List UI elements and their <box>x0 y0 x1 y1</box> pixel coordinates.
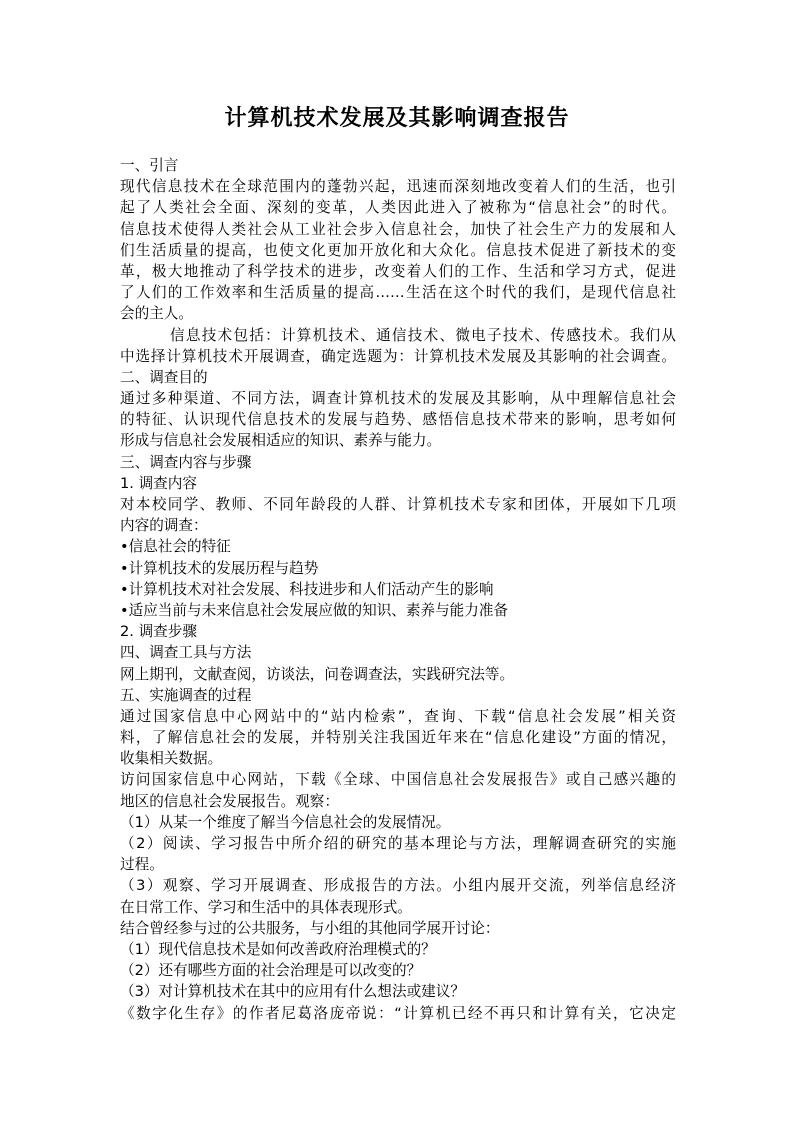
paragraph-line: 信息技术使得人类社会从工业社会步入信息社会，加快了社会生产力的发展和人 <box>120 220 676 238</box>
paragraph-line: 起了人类社会全面、深刻的变革，人类因此进入了被称为“信息社会”的时代。 <box>120 199 676 217</box>
paragraph-line: 过程。 <box>120 856 164 874</box>
paragraph-line: 形成与信息社会发展相适应的知识、素养与能力。 <box>120 432 442 450</box>
paragraph-line: 中选择计算机技术开展调查，确定选题为：计算机技术发展及其影响的社会调查。 <box>120 347 676 365</box>
subsection-heading: 1. 调查内容 <box>120 474 197 492</box>
subsection-heading: 2. 调查步骤 <box>120 623 197 641</box>
section-heading: 五、实施调查的过程 <box>120 686 252 704</box>
paragraph-line: 通过多种渠道、不同方法，调查计算机技术的发展及其影响，从中理解信息社会 <box>120 390 676 408</box>
paragraph-line: 网上期刊，文献查阅，访谈法，问卷调查法，实践研究法等。 <box>120 665 515 683</box>
paragraph-line: （2）还有哪些方面的社会治理是可以改变的？ <box>120 962 422 980</box>
paragraph-line: 现代信息技术在全球范围内的蓬勃兴起，迅速而深刻地改变着人们的生活，也引 <box>120 178 676 196</box>
document-body <box>120 155 676 1024</box>
section-heading: 三、调查内容与步骤 <box>120 453 252 471</box>
paragraph-line: 革，极大地推动了科学技术的进步，改变着人们的工作、生活和学习方式，促进 <box>120 262 676 280</box>
section-heading: 一、引言 <box>120 157 179 174</box>
paragraph-line: 们生活质量的提高，也使文化更加开放化和大众化。信息技术促进了新技术的变 <box>120 241 676 259</box>
paragraph-line: （3）观察、学习开展调查、形成报告的方法。小组内展开交流，列举信息经济 <box>120 877 676 895</box>
bullet-item: •计算机技术对社会发展、科技进步和人们活动产生的影响 <box>120 580 494 598</box>
paragraph-line: 地区的信息社会发展报告。观察： <box>120 792 339 810</box>
paragraph-line: 料，了解信息社会的发展，并特别关注我国近年来在“信息化建设”方面的情况， <box>120 729 676 747</box>
section-heading: 四、调查工具与方法 <box>120 644 252 662</box>
paragraph-line: 内容的调查： <box>120 517 208 535</box>
paragraph-line: （2）阅读、学习报告中所介绍的研究的基本理论与方法，理解调查研究的实施 <box>120 835 676 852</box>
paragraph-line: 访问国家信息中心网站，下载《全球、中国信息社会发展报告》或自己感兴趣的 <box>120 771 676 789</box>
paragraph-line: （3）对计算机技术在其中的应用有什么想法或建议？ <box>120 983 465 1001</box>
paragraph-line: 结合曾经参与过的公共服务，与小组的其他同学展开讨论： <box>120 919 500 937</box>
bullet-item: •适应当前与未来信息社会发展应做的知识、素养与能力准备 <box>120 601 509 619</box>
paragraph-line: （1）现代信息技术是如何改善政府治理模式的？ <box>120 940 436 958</box>
paragraph-line: 通过国家信息中心网站中的“站内检索”，查询、下载“信息社会发展”相关资 <box>120 707 676 725</box>
paragraph-line: 对本校同学、教师、不同年龄段的人群、计算机技术专家和团体，开展如下几项 <box>120 496 676 513</box>
section-heading: 二、调查目的 <box>120 368 208 386</box>
paragraph-line: 《数字化生存》的作者尼葛洛庞帝说：“计算机已经不再只和计算有关，它决定 <box>120 1004 676 1022</box>
bullet-item: •信息社会的特征 <box>120 538 231 556</box>
paragraph-line: 在日常工作、学习和生活中的具体表现形式。 <box>120 898 412 916</box>
paragraph-line: 信息技术包括：计算机技术、通信技术、微电子技术、传感技术。我们从 <box>170 326 676 344</box>
paragraph-line: 会的主人。 <box>120 305 193 323</box>
bullet-item: •计算机技术的发展历程与趋势 <box>120 559 319 577</box>
paragraph-line: 了人们的工作效率和生活质量的提高……生活在这个时代的我们，是现代信息社 <box>120 284 676 302</box>
paragraph-line: 的特征、认识现代信息技术的发展与趋势、感悟信息技术带来的影响，思考如何 <box>120 411 676 429</box>
paragraph-line: 收集相关数据。 <box>120 750 223 768</box>
paragraph-line: （1）从某一个维度了解当今信息社会的发展情况。 <box>120 813 451 831</box>
document-title: 计算机技术发展及其影响调查报告 <box>224 105 570 131</box>
